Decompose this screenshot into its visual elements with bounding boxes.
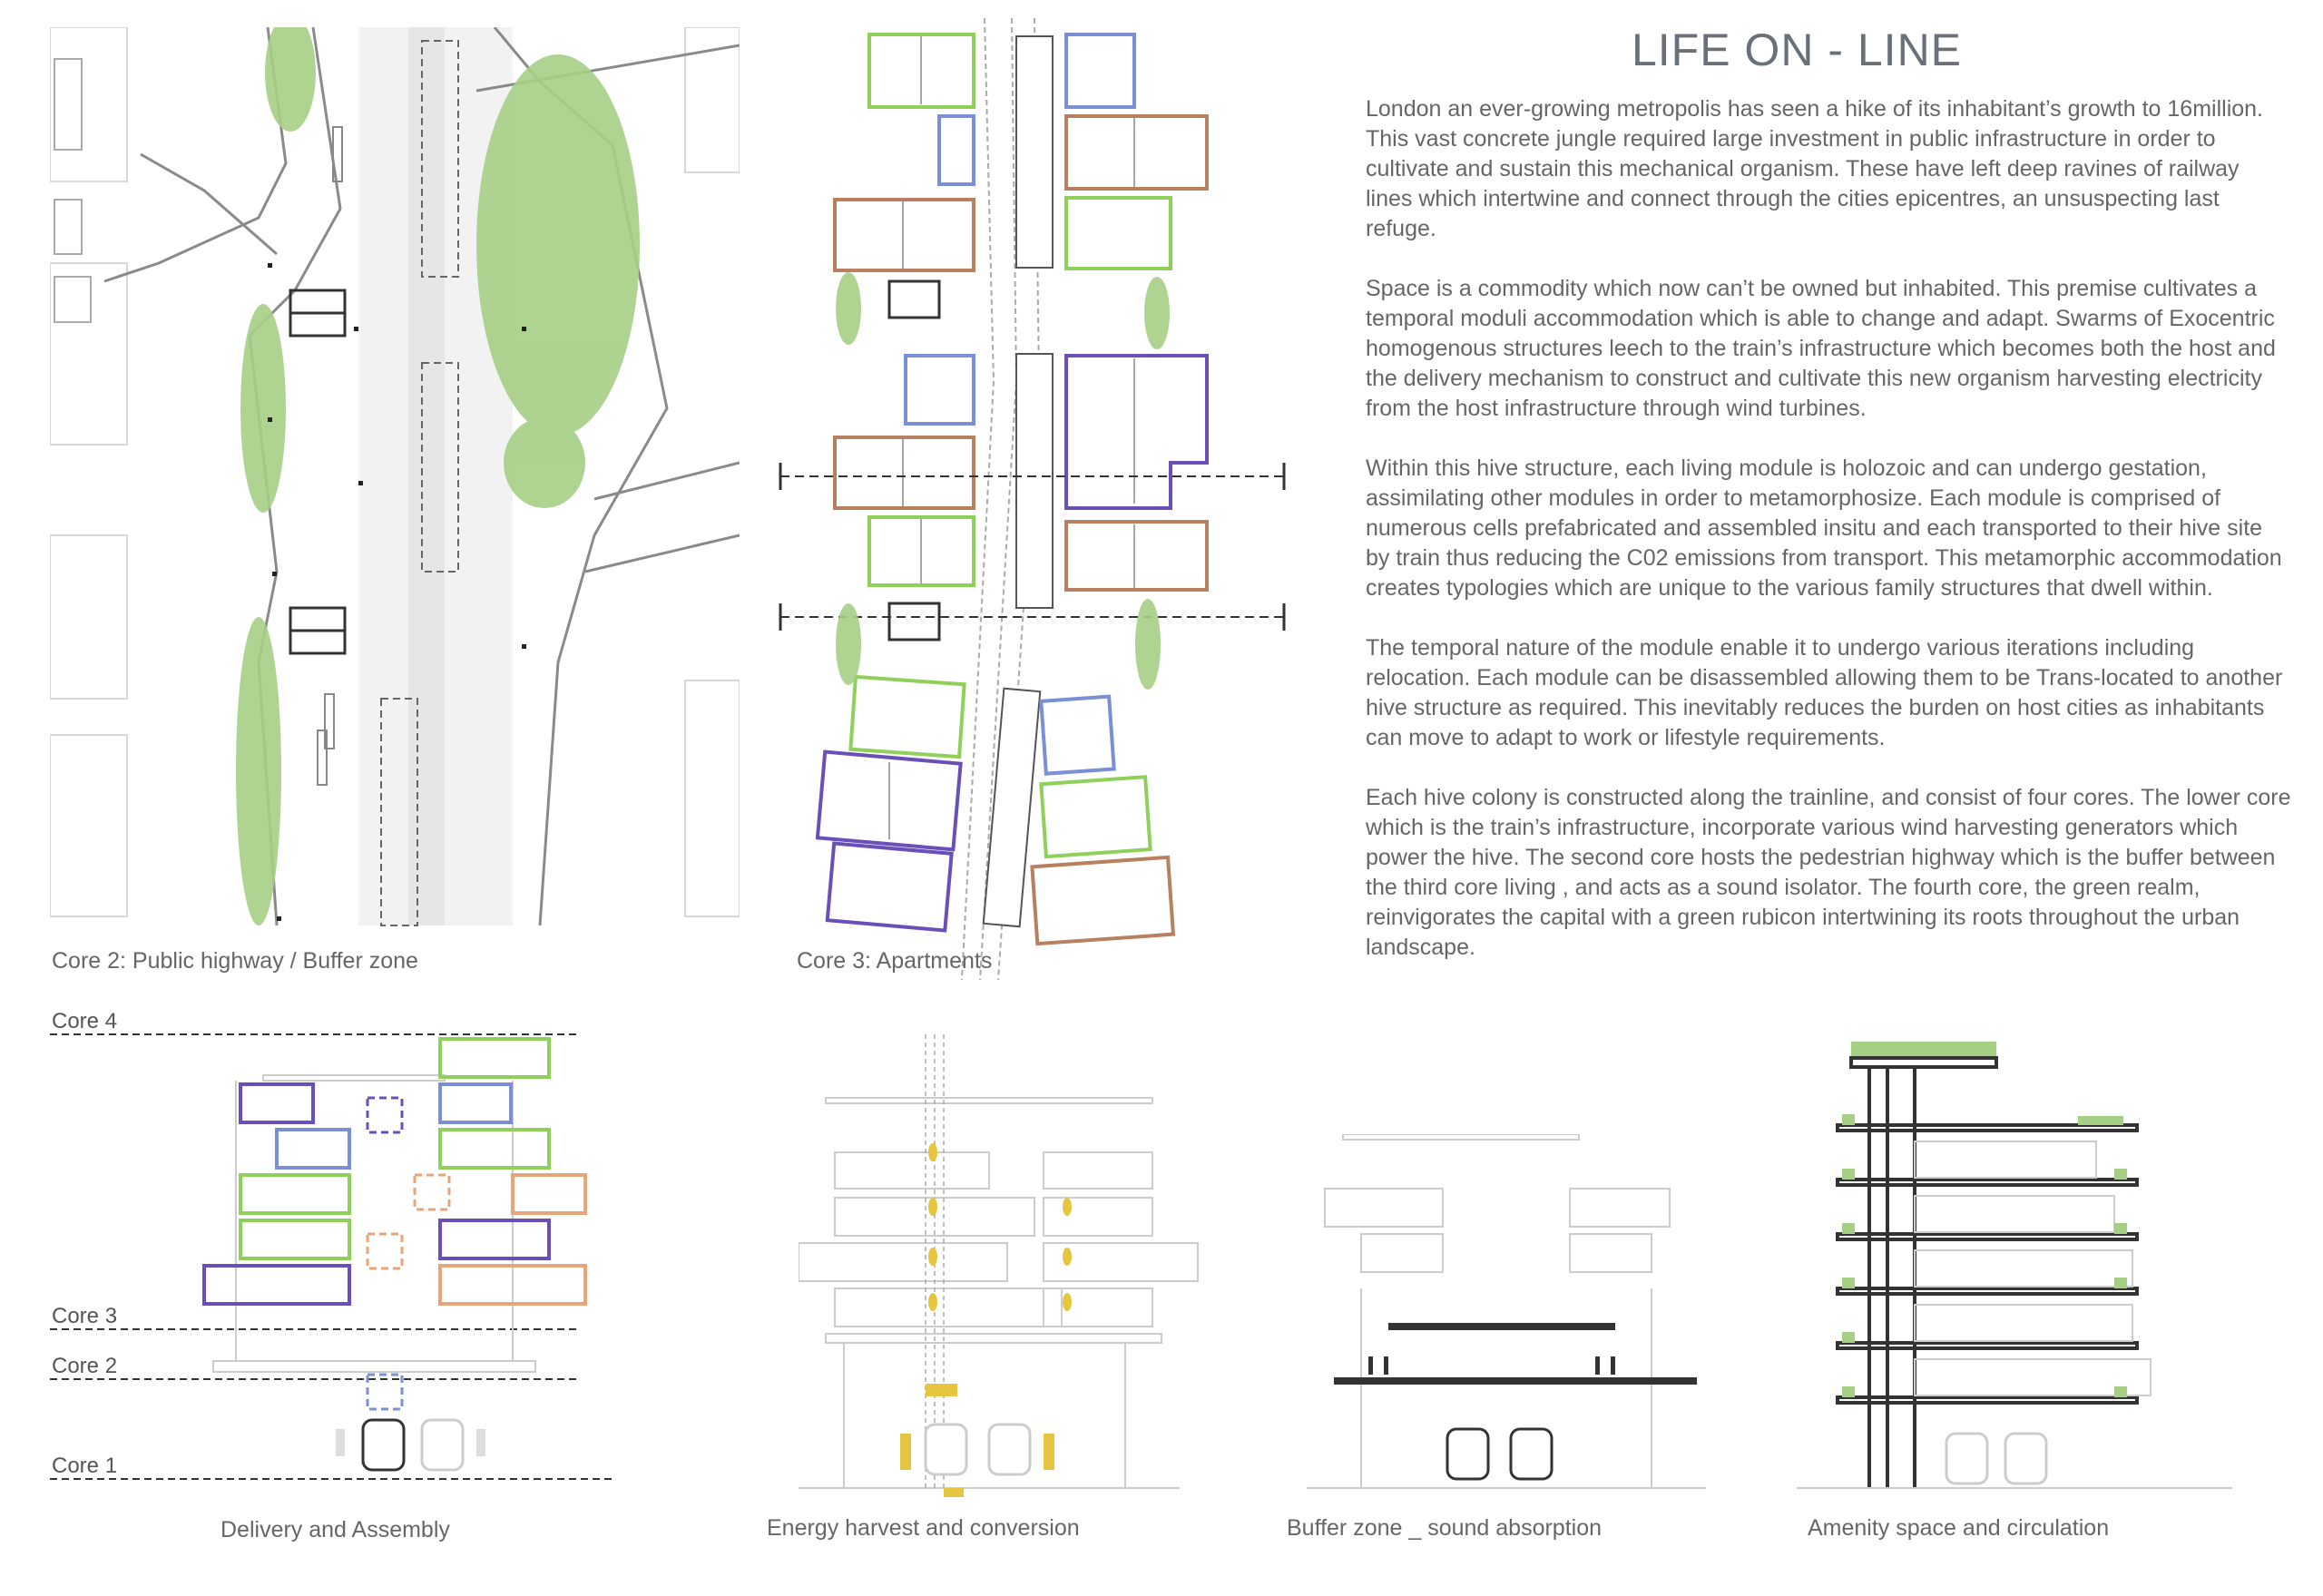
essay-paragraph: Within this hive structure, each living module is holozoic and can undergo gestation, assimilating other modules in order to metamorphosize. Each module is comprised of numerous cells prefabricated and assembled insitu and each transported to their hive site by train thus reducing the C02 emissions from transport. This metamorphic accommodation creates typologies which are unique to the various family structures that dwell within. [1366,455,2282,601]
core4-label: Core 4 [52,1009,118,1033]
essay-paragraph: Space is a commodity which now can’t be owned but inhabited. This premise cultivates a temporal moduli accommodation which is able to change and adapt. Swarms of Exocentric homogenous structures leech to the train’s infrastructure which becomes both the host and the delivery mechanism to construct and cultivate this new organism harvesting electricity from the host infrastructure through wind turbines. [1366,276,2276,421]
core2-label: Core 2 [52,1354,118,1378]
essay-paragraph: London an ever-growing metropolis has seen a hike of its inhabitant’s growth to 16million. This vast concrete jungle required large investment in public infrastructure in order to cultivate and sustain this mechanical organism. These have left deep ravines of railway lines which intertwine and connect through the cities epicentres, an unsuspecting last refuge. [1366,96,2264,241]
delivery-assembly-section [50,994,631,1502]
amenity-circulation-section [1797,1034,2232,1506]
energy-harvest-section [799,1034,1216,1506]
page-title: LIFE ON - LINE [1631,24,1963,75]
core3-label: Core 3 [52,1304,118,1328]
caption-core2-plan: Core 2: Public highway / Buffer zone [52,948,418,974]
caption-delivery: Delivery and Assembly [221,1517,450,1542]
essay-paragraph: Each hive colony is constructed along the trainline, and consist of four cores. The lower core which is the train’s infrastructure, incorporate various wind harvesting generators which power the hive. The second core hosts the pedestrian highway which is the buffer between the third core living , and acts as a sound isolator. The fourth core, the green realm, reinvigorates the capital with a green rubicon intertwining its roots throughout the urban landscape. [1366,785,2291,960]
caption-core3-plan: Core 3: Apartments [797,948,993,974]
caption-amenity: Amenity space and circulation [1808,1515,2110,1541]
core3-plan-drawing [762,18,1307,980]
essay-text [1366,94,2291,993]
caption-buffer: Buffer zone _ sound absorption [1287,1515,1603,1541]
caption-energy: Energy harvest and conversion [767,1515,1080,1541]
buffer-zone-section [1307,1134,1706,1506]
core2-plan-drawing [50,27,740,935]
essay-paragraph: The temporal nature of the module enable it to undergo various iterations including relocation. Each module can be disassembled allowing them to be Trans-located to another hive structure as required. This inevitably reduces the burden on host cities as inhabitants can move to adapt to work or lifestyle requirements. [1366,635,2283,750]
core1-label: Core 1 [52,1454,118,1478]
